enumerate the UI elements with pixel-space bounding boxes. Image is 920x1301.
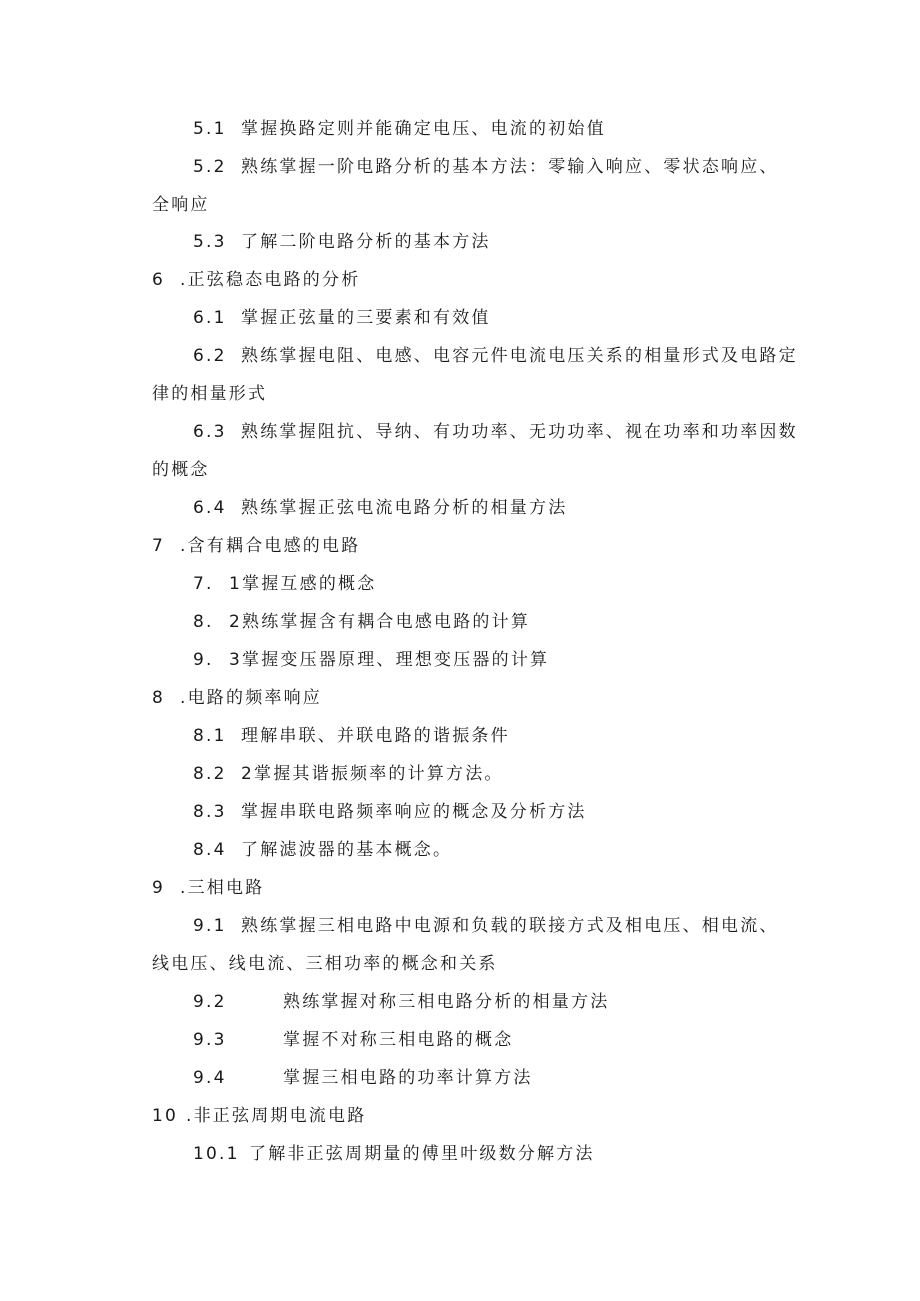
item-number: 8.3	[193, 802, 227, 822]
list-item	[193, 345, 798, 367]
item-number: 6.4	[193, 498, 227, 518]
section-heading	[152, 877, 264, 899]
section-heading	[152, 269, 360, 291]
list-item	[193, 649, 549, 671]
item-text: 3掌握变压器原理、理想变压器的计算	[229, 650, 550, 670]
item-number: 7.	[193, 574, 214, 594]
item-number: 5.3	[193, 232, 227, 252]
item-number: 9.2	[193, 992, 227, 1012]
item-number: 10.1	[193, 1144, 240, 1164]
list-item	[193, 421, 798, 443]
list-item-continuation	[152, 953, 498, 975]
item-text: 的概念	[152, 460, 210, 480]
item-text: 1掌握互感的概念	[229, 574, 377, 594]
item-text: 全响应	[152, 195, 210, 215]
item-number: 6.1	[193, 308, 227, 328]
item-text: 律的相量形式	[152, 384, 268, 404]
list-item	[193, 991, 609, 1013]
section-heading	[152, 687, 322, 709]
item-number: 9.	[193, 650, 214, 670]
item-text: 熟练掌握电阻、电感、电容元件电流电压关系的相量形式及电路定	[241, 346, 798, 366]
section-title: .正弦稳态电路的分析	[180, 270, 361, 290]
section-title: .含有耦合电感的电路	[180, 536, 361, 556]
item-text: 掌握三相电路的功率计算方法	[283, 1068, 533, 1088]
item-number: 8.1	[193, 726, 227, 746]
item-text: 2掌握其谐振频率的计算方法。	[241, 764, 504, 784]
item-text: 掌握串联电路频率响应的概念及分析方法	[241, 802, 587, 822]
item-text: 了解非正弦周期量的傅里叶级数分解方法	[249, 1144, 595, 1164]
section-title: .非正弦周期电流电路	[186, 1106, 367, 1126]
item-text: 了解滤波器的基本概念。	[241, 840, 453, 860]
list-item-continuation	[152, 459, 210, 481]
item-text: 2熟练掌握含有耦合电感电路的计算	[229, 612, 531, 632]
item-text: 熟练掌握对称三相电路分析的相量方法	[283, 992, 610, 1012]
list-item	[193, 1067, 533, 1089]
list-item	[193, 915, 779, 937]
section-number: 10	[152, 1106, 179, 1126]
section-heading	[152, 535, 360, 557]
item-text: 掌握不对称三相电路的概念	[283, 1030, 514, 1050]
item-number: 5.1	[193, 119, 227, 139]
item-text: 理解串联、并联电路的谐振条件	[241, 726, 510, 746]
item-number: 9.4	[193, 1068, 227, 1088]
item-text: 熟练掌握正弦电流电路分析的相量方法	[241, 498, 568, 518]
list-item	[193, 611, 530, 633]
list-item-continuation	[152, 383, 267, 405]
item-text: 了解二阶电路分析的基本方法	[241, 232, 491, 252]
list-item	[193, 839, 452, 861]
item-text: 掌握正弦量的三要素和有效值	[241, 308, 491, 328]
list-item	[193, 497, 567, 519]
item-text: 熟练掌握一阶电路分析的基本方法：零输入响应、零状态响应、	[241, 157, 779, 177]
list-item	[193, 1029, 513, 1051]
section-number: 8	[152, 688, 166, 708]
item-number: 6.3	[193, 422, 227, 442]
list-item	[193, 307, 491, 329]
item-number: 8.	[193, 612, 214, 632]
item-number: 6.2	[193, 346, 227, 366]
item-number: 5.2	[193, 157, 227, 177]
section-number: 7	[152, 536, 166, 556]
item-text: 熟练掌握三相电路中电源和负载的联接方式及相电压、相电流、	[241, 916, 779, 936]
item-text: 掌握换路定则并能确定电压、电流的初始值	[241, 119, 606, 139]
item-number: 8.2	[193, 764, 227, 784]
list-item	[193, 1143, 595, 1165]
section-title: .三相电路	[180, 878, 265, 898]
item-number: 9.1	[193, 916, 227, 936]
section-number: 9	[152, 878, 166, 898]
list-item	[193, 573, 376, 595]
item-text: 熟练掌握阻抗、导纳、有功功率、无功功率、视在功率和功率因数	[241, 422, 798, 442]
item-text: 线电压、线电流、三相功率的概念和关系	[152, 954, 498, 974]
section-title: .电路的频率响应	[180, 688, 323, 708]
section-number: 6	[152, 270, 166, 290]
item-number: 9.3	[193, 1030, 227, 1050]
list-item	[193, 763, 504, 785]
list-item	[193, 156, 779, 178]
list-item	[193, 118, 606, 140]
list-item	[193, 725, 510, 747]
item-number: 8.4	[193, 840, 227, 860]
list-item-continuation	[152, 194, 210, 216]
list-item	[193, 801, 587, 823]
section-heading	[152, 1105, 366, 1127]
list-item	[193, 231, 491, 253]
